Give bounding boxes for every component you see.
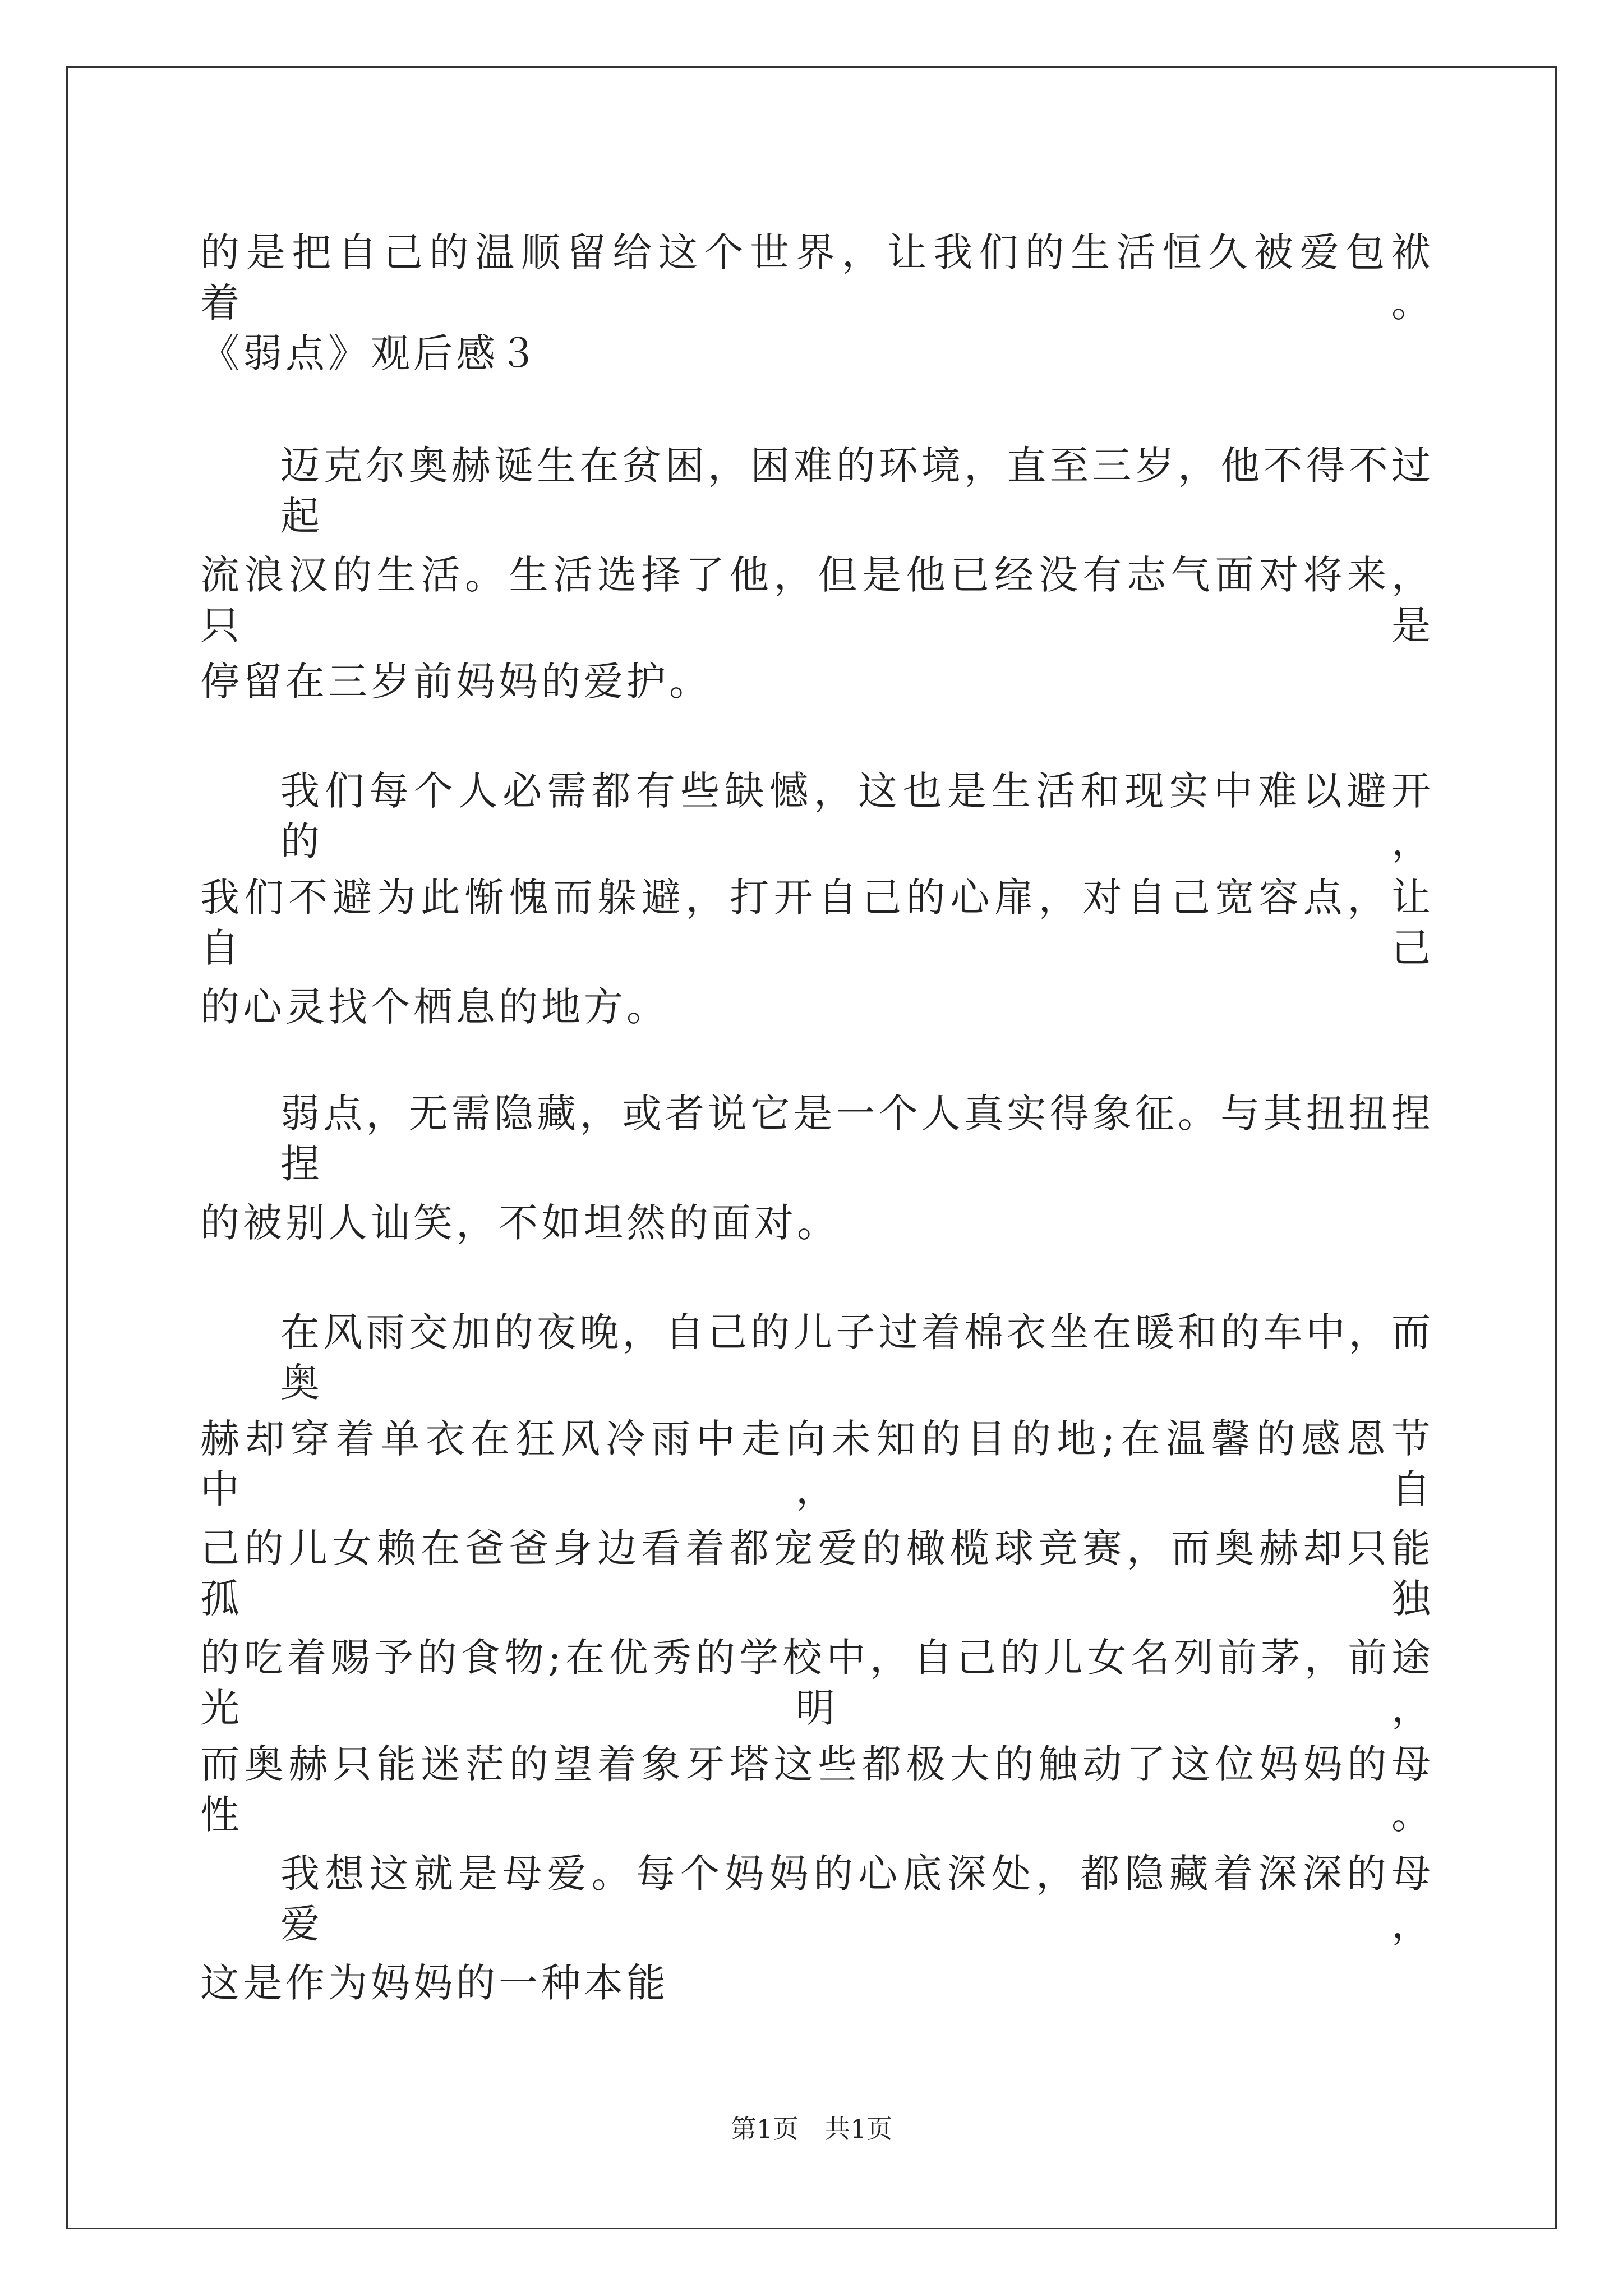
text-line-17: 这是作为妈妈的一种本能 <box>200 1960 669 2006</box>
section-heading: 《弱点》观后感３ <box>200 330 541 376</box>
text-line-15: 而奥赫只能迷茫的望着象牙塔这些都极大的触动了这位妈妈的母性。 <box>200 1741 1434 1838</box>
text-line-8: 的心灵找个栖息的地方。 <box>200 984 669 1030</box>
text-line-5: 停留在三岁前妈妈的爱护。 <box>200 659 712 705</box>
text-line-10: 的被别人讪笑，不如坦然的面对。 <box>200 1200 840 1246</box>
text-line-13: 己的儿女赖在爸爸身边看着都宠爱的橄榄球竞赛，而奥赫却只能孤独 <box>200 1525 1434 1622</box>
text-line-11: 在风雨交加的夜晚，自己的儿子过着棉衣坐在暖和的车中，而奥 <box>280 1309 1434 1406</box>
text-line-7: 我们不避为此惭愧而躲避，打开自己的心扉，对自己宽容点，让自己 <box>200 875 1434 971</box>
text-line-16: 我想这就是母爱。每个妈妈的心底深处，都隐藏着深深的母爱， <box>280 1851 1434 1947</box>
text-line-12: 赫却穿着单衣在狂风冷雨中走向未知的目的地;在温馨的感恩节中，自 <box>200 1416 1434 1512</box>
text-line-6: 我们每个人必需都有些缺憾，这也是生活和现实中难以避开的， <box>280 768 1434 864</box>
text-line-1: 的是把自己的温顺留给这个世界，让我们的生活恒久被爱包袱着。 <box>200 229 1434 326</box>
text-line-9: 弱点，无需隐藏，或者说它是一个人真实得象征。与其扭扭捏捏 <box>280 1091 1434 1187</box>
text-line-14: 的吃着赐予的食物;在优秀的学校中，自己的儿女名列前茅，前途光明， <box>200 1635 1434 1731</box>
text-line-4: 流浪汉的生活。生活选择了他，但是他已经没有志气面对将来，只是 <box>200 552 1434 648</box>
text-line-3: 迈克尔奥赫诞生在贫困，困难的环境，直至三岁，他不得不过起 <box>280 443 1434 539</box>
page-footer: 第1页 共1页 <box>730 2114 893 2144</box>
